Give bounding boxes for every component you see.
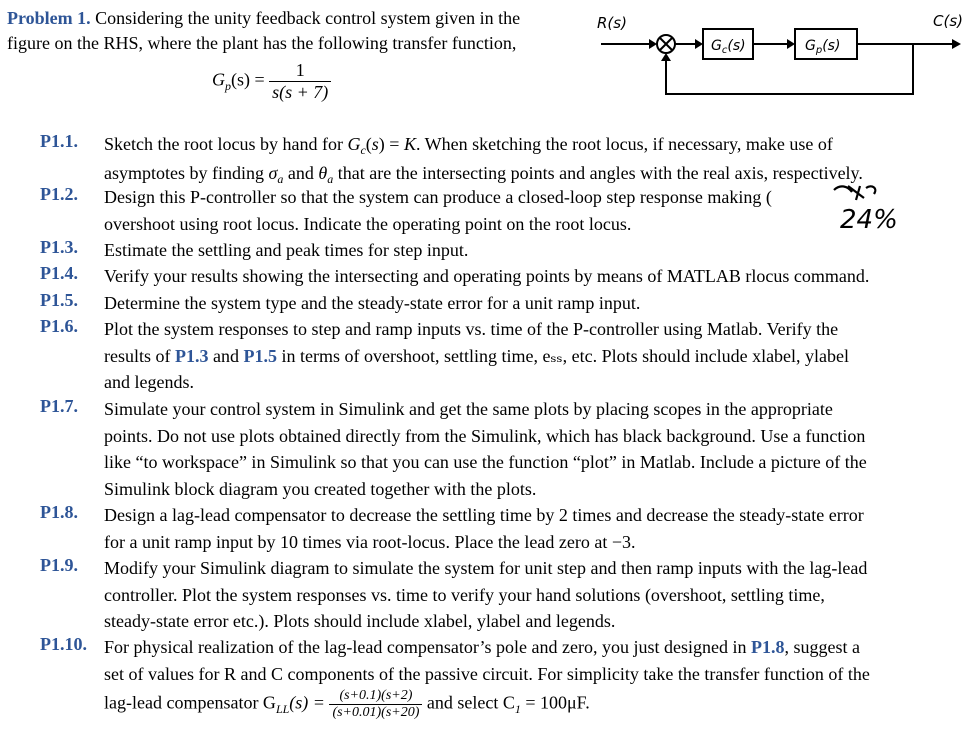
item-label: P1.6. bbox=[40, 316, 78, 336]
problem-label: Problem 1. bbox=[7, 8, 91, 28]
block-diagram bbox=[595, 6, 965, 106]
handwritten-annotation bbox=[826, 182, 926, 232]
output-label: C(s) bbox=[933, 12, 963, 30]
item-label: P1.8. bbox=[40, 502, 78, 522]
item-label: P1.7. bbox=[40, 396, 78, 416]
input-label: R(s) bbox=[597, 14, 627, 32]
plant-fraction: $\frac{1}{s(s + 7)}$ bbox=[269, 60, 331, 103]
item-label: P1.1. bbox=[40, 131, 78, 151]
svg-text:Gc(s): $G_c(s)$ bbox=[711, 38, 746, 56]
item-label: P1.10. bbox=[40, 634, 87, 654]
laglead-transfer-function: lag-lead compensator $G_{LL}(s)$ = $\frac{(s+0.1)(s+2)}{(s+0.01)(s+20)}$ and select $C_1 = 100\mu F$. bbox=[104, 688, 590, 720]
problem-intro-line1: Considering the unity feedback control system given in the bbox=[90, 8, 521, 28]
svg-text:Gp(s): $G_p(s)$ bbox=[805, 38, 841, 56]
problem-header bbox=[7, 5, 520, 31]
plant-transfer-function: $G_p(s)$ = $\frac{1}{s(s + 7)}$ bbox=[212, 60, 331, 103]
item-label: P1.9. bbox=[40, 555, 78, 575]
item-label: P1.4. bbox=[40, 263, 78, 283]
summing-junction bbox=[657, 35, 675, 53]
laglead-fraction: $\frac{(s+0.1)(s+2)}{(s+0.01)(s+20)}$ bbox=[329, 688, 422, 721]
svg-text:24%: 24% bbox=[840, 205, 898, 232]
item-label: P1.2. bbox=[40, 184, 78, 204]
item-label: P1.3. bbox=[40, 237, 78, 257]
item-label: P1.5. bbox=[40, 290, 78, 310]
problem-intro-line2: figure on the RHS, where the plant has the following transfer function, bbox=[7, 33, 517, 53]
